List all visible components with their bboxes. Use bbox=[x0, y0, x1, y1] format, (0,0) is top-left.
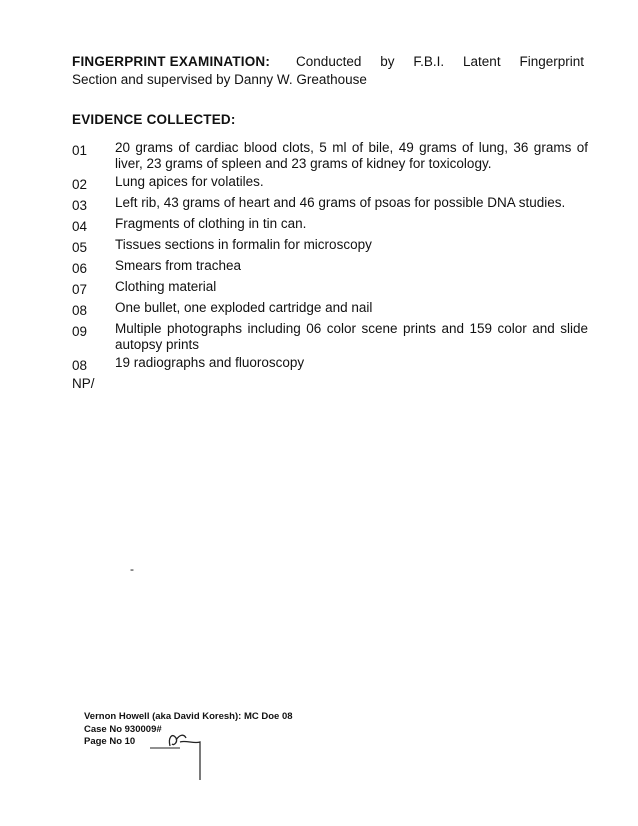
fingerprint-heading: FINGERPRINT EXAMINATION: bbox=[72, 54, 271, 69]
evidence-number: 08 bbox=[72, 303, 88, 318]
evidence-number: 01 bbox=[72, 143, 88, 158]
stray-mark: - bbox=[130, 562, 134, 576]
evidence-text: One bullet, one exploded cartridge and nail bbox=[115, 300, 373, 315]
initials: NP/ bbox=[72, 376, 95, 391]
fingerprint-first-line bbox=[72, 53, 584, 71]
fingerprint-section bbox=[72, 53, 584, 89]
evidence-number: 08 bbox=[72, 358, 88, 373]
evidence-item bbox=[72, 140, 588, 172]
evidence-item bbox=[72, 321, 588, 353]
evidence-text: Clothing material bbox=[115, 279, 217, 294]
fingerprint-text-line-1: Conducted by F.B.I. Latent Fingerprint bbox=[296, 54, 584, 69]
evidence-text: 19 radiographs and fluoroscopy bbox=[115, 355, 305, 370]
evidence-item bbox=[72, 258, 588, 277]
evidence-number: 06 bbox=[72, 261, 88, 276]
evidence-text: 20 grams of cardiac blood clots, 5 ml of bile, 49 grams of lung, 36 grams of liver, 23 grams of spleen and 23 grams of kidney for toxicology. bbox=[115, 140, 588, 171]
evidence-text: Fragments of clothing in tin can. bbox=[115, 216, 307, 231]
evidence-text: Left rib, 43 grams of heart and 46 grams of psoas for possible DNA studies. bbox=[115, 195, 566, 210]
footer-page-number: Page No 10 bbox=[84, 736, 136, 747]
evidence-list bbox=[72, 140, 588, 376]
evidence-item bbox=[72, 195, 588, 214]
evidence-text: Smears from trachea bbox=[115, 258, 242, 273]
evidence-number: 02 bbox=[72, 177, 88, 192]
evidence-item bbox=[72, 216, 588, 235]
fingerprint-text-line-2: Section and supervised by Danny W. Greathouse bbox=[72, 72, 367, 87]
evidence-number: 09 bbox=[72, 324, 88, 339]
evidence-item bbox=[72, 300, 588, 319]
evidence-number: 05 bbox=[72, 240, 88, 255]
evidence-item bbox=[72, 355, 588, 374]
footer-case-name: Vernon Howell (aka David Koresh): MC Doe 08 bbox=[84, 711, 293, 722]
footer-case-number: Case No 930009# bbox=[84, 723, 162, 735]
evidence-text: Multiple photographs including 06 color scene prints and 159 color and slide autopsy prints bbox=[115, 321, 588, 352]
handwritten-initials-signature bbox=[150, 728, 210, 784]
evidence-number: 04 bbox=[72, 219, 88, 234]
evidence-heading: EVIDENCE COLLECTED: bbox=[72, 112, 236, 127]
evidence-item bbox=[72, 237, 588, 256]
evidence-text: Tissues sections in formalin for microscopy bbox=[115, 237, 372, 252]
evidence-number: 03 bbox=[72, 198, 88, 213]
evidence-number: 07 bbox=[72, 282, 88, 297]
evidence-item bbox=[72, 279, 588, 298]
evidence-item bbox=[72, 174, 588, 193]
evidence-text: Lung apices for volatiles. bbox=[115, 174, 264, 189]
